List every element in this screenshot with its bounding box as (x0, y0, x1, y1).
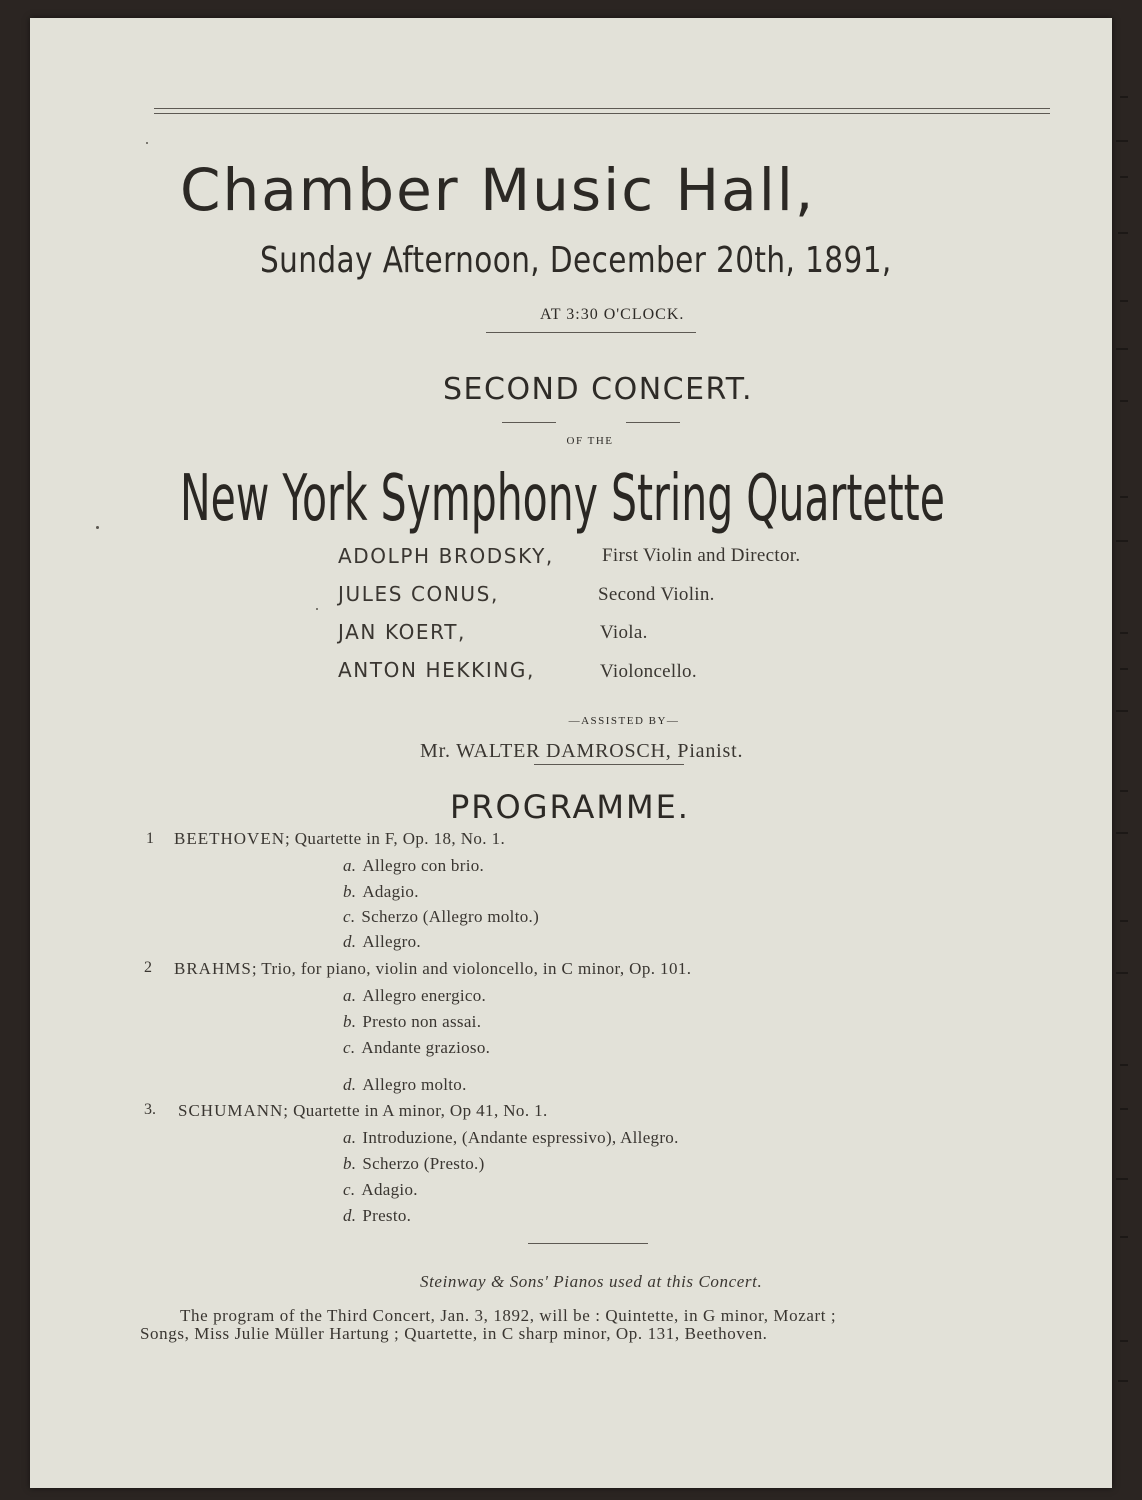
movement: a. Allegro energico. (343, 986, 487, 1005)
member-role: First Violin and Director. (602, 545, 801, 566)
movement: d. Allegro. (343, 932, 421, 951)
movement: b. Adagio. (343, 882, 419, 901)
of-the-rule-right (626, 422, 680, 423)
program-page (30, 18, 1112, 1488)
movement: b. Presto non assai. (343, 1012, 482, 1031)
member-role: Second Violin. (598, 584, 715, 605)
work-title: ; Trio, for piano, violin and violoncello, in C minor, Op. 101. (251, 959, 692, 978)
concert-time: AT 3:30 O'CLOCK. (540, 306, 685, 323)
of-the-label: OF THE (566, 435, 614, 447)
item-number: 1 (146, 830, 154, 847)
paper-speck (96, 526, 99, 529)
movement: b. Scherzo (Presto.) (343, 1154, 485, 1173)
composer-name: SCHUMANN (178, 1101, 284, 1120)
ensemble-name: New York Symphony String Quartette (180, 462, 945, 536)
item-number: 3. (144, 1101, 156, 1118)
work-title: ; Quartette in A minor, Op 41, No. 1. (283, 1101, 548, 1120)
guest-artist: Mr. WALTER DAMROSCH, Pianist. (420, 740, 744, 762)
assisted-by-label: —ASSISTED BY— (568, 715, 680, 727)
concert-date: Sunday Afternoon, December 20th, 1891, (260, 240, 892, 281)
item-work (174, 959, 691, 979)
work-title: ; Quartette in F, Op. 18, No. 1. (284, 829, 506, 848)
programme-divider (534, 764, 684, 765)
member-name: ADOLPH BRODSKY, (338, 544, 554, 568)
next-program-line: Songs, Miss Julie Müller Hartung ; Quartette, in C sharp minor, Op. 131, Beethoven. (140, 1324, 768, 1343)
venue-title: Chamber Music Hall, (180, 156, 816, 224)
movement: c. Scherzo (Allegro molto.) (343, 907, 540, 926)
divider (486, 332, 696, 333)
footer-divider (528, 1243, 648, 1244)
piano-credit: Steinway & Sons' Pianos used at this Concert. (420, 1272, 763, 1291)
item-work (174, 829, 505, 849)
paper-speck (146, 142, 148, 144)
top-rule-lower (154, 113, 1050, 114)
movement: c. Andante grazioso. (343, 1038, 491, 1057)
movement: c. Adagio. (343, 1180, 418, 1199)
movement: d. Presto. (343, 1206, 412, 1225)
movement: a. Introduzione, (Andante espressivo), Allegro. (343, 1128, 679, 1147)
movement: a. Allegro con brio. (343, 856, 485, 875)
concert-number: SECOND CONCERT. (443, 372, 754, 407)
movement: d. Allegro molto. (343, 1075, 467, 1094)
paper-speck (316, 608, 318, 610)
programme-title: PROGRAMME. (450, 788, 690, 826)
member-name: ANTON HEKKING, (338, 658, 535, 682)
composer-name: BEETHOVEN (174, 829, 285, 848)
composer-name: BRAHMS (174, 959, 252, 978)
item-number: 2 (144, 959, 152, 976)
of-the-rule-left (502, 422, 556, 423)
top-rule (154, 108, 1050, 109)
item-work (178, 1101, 548, 1121)
member-name: JULES CONUS, (338, 582, 499, 606)
member-role: Viola. (600, 622, 648, 643)
next-program-line: The program of the Third Concert, Jan. 3, 1892, will be : Quintette, in G minor, Mozart ; (180, 1306, 837, 1325)
member-name: JAN KOERT, (338, 620, 466, 644)
member-role: Violoncello. (600, 661, 697, 682)
